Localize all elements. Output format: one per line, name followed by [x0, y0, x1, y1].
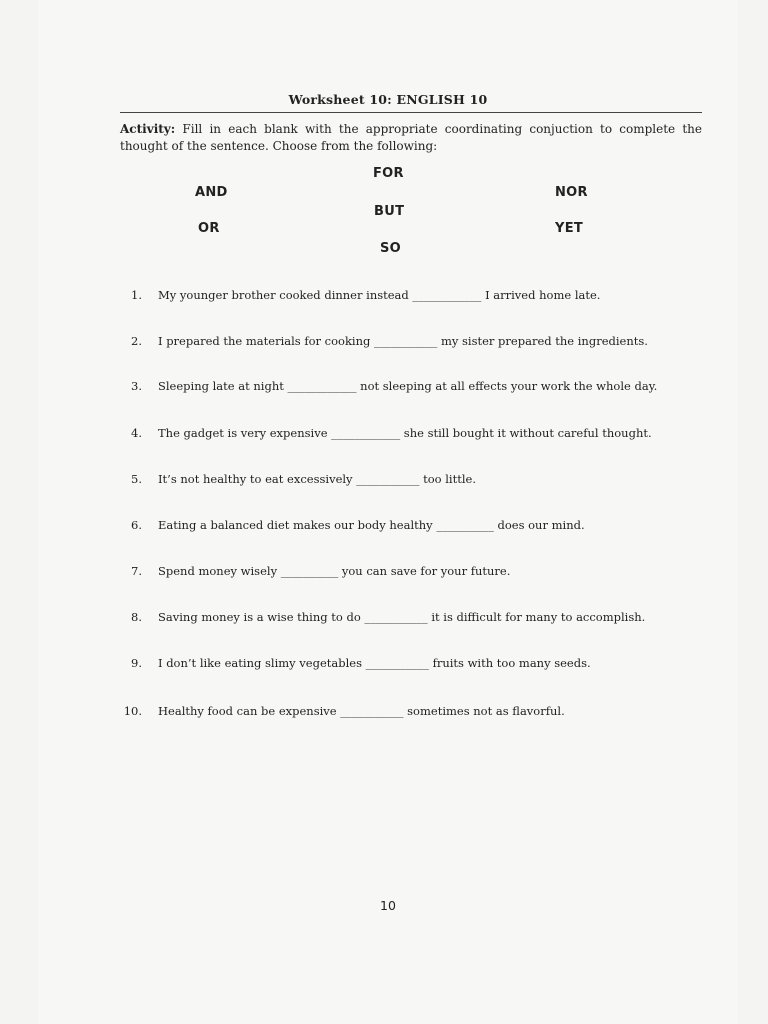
question-number: 10. — [123, 704, 142, 718]
worksheet-page — [38, 0, 738, 1024]
activity-label: Activity: — [120, 122, 176, 136]
conjunction-and: AND — [195, 185, 228, 200]
question-number: 9. — [131, 656, 142, 670]
question-text: Healthy food can be expensive ___________ sometimes not as flavorful. — [158, 704, 565, 718]
question-text: I don’t like eating slimy vegetables ___________ fruits with too many seeds. — [158, 656, 591, 670]
conjunction-for: FOR — [373, 166, 404, 181]
title-divider — [120, 112, 702, 113]
worksheet-title: Worksheet 10: ENGLISH 10 — [288, 92, 488, 107]
question-number: 5. — [131, 472, 142, 486]
conjunction-nor: NOR — [555, 185, 588, 200]
question-text: I prepared the materials for cooking ___________ my sister prepared the ingredients. — [158, 334, 648, 348]
question-text: Sleeping late at night ____________ not sleeping at all effects your work the whole day. — [158, 379, 658, 393]
conjunction-but: BUT — [374, 204, 405, 219]
question-number: 6. — [131, 518, 142, 532]
question-text: It’s not healthy to eat excessively ___________ too little. — [158, 472, 476, 486]
question-number: 8. — [131, 610, 142, 624]
activity-instructions — [120, 121, 702, 155]
page-number: 10 — [380, 898, 396, 913]
question-number: 3. — [131, 379, 142, 393]
question-text: Eating a balanced diet makes our body healthy __________ does our mind. — [158, 518, 585, 532]
conjunction-so: SO — [380, 241, 402, 256]
question-number: 2. — [131, 334, 142, 348]
question-number: 7. — [131, 564, 142, 578]
conjunction-yet: YET — [555, 221, 584, 236]
question-text: The gadget is very expensive ____________ she still bought it without careful thought. — [158, 426, 652, 440]
question-number: 4. — [131, 426, 142, 440]
conjunction-or: OR — [198, 221, 220, 236]
question-text: Spend money wisely __________ you can save for your future. — [158, 564, 511, 578]
question-text: My younger brother cooked dinner instead ____________ I arrived home late. — [158, 288, 601, 302]
question-number: 1. — [131, 288, 142, 302]
question-text: Saving money is a wise thing to do ___________ it is difficult for many to accomplish. — [158, 610, 646, 624]
activity-text: Fill in each blank with the appropriate coordinating conjuction to complete the thought of the sentence. Choose from the following: — [120, 122, 702, 153]
